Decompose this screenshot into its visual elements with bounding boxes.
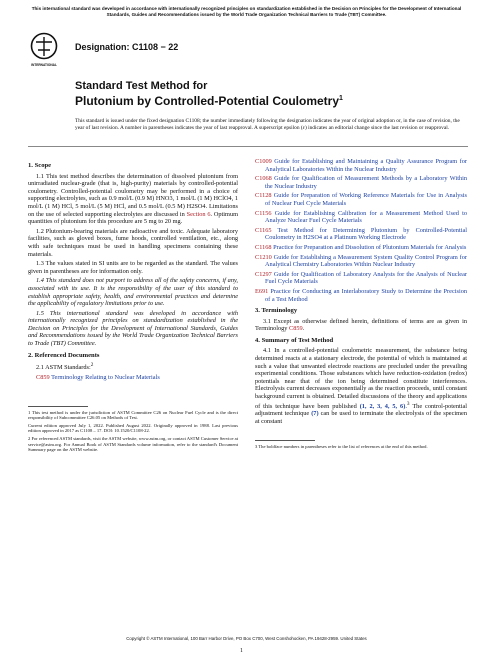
footnote-rule [28,406,88,407]
citation-ref-7[interactable]: (7) [311,410,319,418]
section-heading-scope: 1. Scope [28,162,52,169]
designation: Designation: C1108 − 22 [75,42,179,52]
footnote-rule-right [255,440,315,441]
footnote-2: 2 For referenced ASTM standards, visit the ASTM website, www.astm.org, or contact ASTM Customer Service at service@astm.org. For Annual Book of ASTM Standards volume information, refer to the standard's Document Summary page on the ASTM website. [28,435,238,453]
reference-list [255,158,467,303]
citation-refs[interactable]: (1, 2, 3, 4, 5, 6) [359,402,406,410]
para-2-1: 2.1 ASTM Standards:$^2$ [36,362,94,372]
page-number: 1 [240,648,243,654]
ref-item[interactable]: C1168 Practice for Preparation and Dissolution of Plutonium Materials for Analysis [255,243,467,251]
ref-item[interactable]: C1165 Test Method for Determining Plutonium by Controlled-Potential Coulometry in H2SO4 at a Platinum Working Electrode [255,226,467,242]
ref-item[interactable]: C1297 Guide for Qualification of Laboratory Analysts for the Analysis of Nuclear Fuel Cycle Materials [255,270,467,286]
title-footnote-mark: 1 [339,95,343,102]
astm-logo [30,32,58,72]
ref-item[interactable]: C1068 Guide for Qualification of Measurement Methods by a Laboratory Within the Nuclear Industry [255,175,467,190]
para-4-1: 4.1 In a controlled-potential coulometric measurement, the substance being determined reacts at a stationary electrode, the potential of which is maintained at such a value that unwanted electrode reactions are precluded under the prevailing experimental conditions. Those substances which have reduction-oxidation (redox) potentials near that of the ion being determined constitute interferences. Electrolysis current decreases exponentially as the reaction proceeds, until constant background current is obtained. Detailed discussions of the theory and applications of this technique have been published (1, 2, 3, 4, 5, 6).$^3$ The control-potential adjustment technique (7) can be used to terminate the electrolysis of the specimen at constant [255,347,468,425]
copyright-footer: Copyright © ASTM International, 100 Barr Harbor Drive, PO Box C700, West Conshohocken, PA 19428-2959. United States [126,636,367,641]
issue-note: This standard is issued under the fixed designation C1108; the number immediately following the designation indicates the year of original adoption or, in the case of revision, the year of last revision. A number in parentheses indicates the year of last reapproval. A superscript epsilon (ε) indicates an editorial change since the last revision or reapproval. [75,118,460,131]
ref-item[interactable]: C1128 Guide for Preparation of Working Reference Materials for Use in Analysis of Nuclear Fuel Cycle Materials [255,192,468,207]
section-heading-terminology: 3. Terminology [255,307,298,315]
para-1-2: 1.2 Plutonium-bearing materials are radioactive and toxic. Adequate laboratory facilities, such as gloved boxes, fume hoods, controlled ventilation, etc., along with safe techniques must be used in handling specimens containing these materials. [28,227,238,258]
section-heading-summary: 4. Summary of Test Method [255,336,334,344]
svg-text:INTERNATIONAL: INTERNATIONAL [31,63,57,67]
para-1-5: 1.5 This international standard was developed in accordance with internationally recognized principles on standardization established in the Decision on Principles for the Development of International Standards, Guides and Recommendations issued by the World Trade Organization Technical Barriers to Trade (TBT) Committee. [28,309,238,348]
para-1-1: 1.1 This test method describes the determination of dissolved plutonium from unirradiated nuclear-grade (that is, high-purity) materials by controlled-potential coulometry. Controlled-potential coulometry may be performed in a choice of supporting electrolytes, such as 0.9 mol/L (0.9 M) HNO3, 1 mol/L (1 M) HClO4, 1 mol/L (1 M) HCl, 5 mol/L (5 M) HCl, and 0.5 mol/L (0.5 M) H2SO4. Limitations on the use of selected supporting electrolytes are discussed in Section 6. Optimum quantities of plutonium for this procedure are 5 mg to 20 mg. [28,172,238,226]
ref-item[interactable]: C1009 Guide for Establishing and Maintaining a Quality Assurance Program for Analytical Laboratories Within the Nuclear Industry [255,158,468,173]
ref-item[interactable]: E691 Practice for Conducting an Interlaboratory Study to Determine the Precision of a Test Method [255,287,467,303]
right-column [255,158,467,451]
footnote-1b: Current edition approved July 1, 2022. Published August 2022. Originally approved in 1988. Last previous edition approved in 2017 as C1108 – 17. DOI: 10.1520/C1108-22. [28,422,238,434]
title-text: Plutonium by Controlled-Potential Coulometry [75,94,339,108]
footnote-3: 3 The boldface numbers in parentheses refer to the list of references at the end of this method. [255,443,428,449]
ref-item[interactable]: C859 Terminology Relating to Nuclear Materials [36,373,160,381]
link-c859[interactable]: C859 [289,325,303,333]
footnote-1: 1 This test method is under the jurisdiction of ASTM Committee C26 on Nuclear Fuel Cycle and is the direct responsibility of Subcommittee C26.05 on Methods of Test. [28,409,238,421]
left-column [28,158,238,455]
ref-item[interactable]: C1156 Guide for Establishing Calibration for a Measurement Method Used to Analyze Nuclear Fuel Cycle Materials [255,209,467,225]
ref-item[interactable]: C1210 Guide for Establishing a Measurement System Quality Control Program for Analytical Chemistry Laboratories Within Nuclear Industry [255,253,467,269]
divider [28,146,468,147]
para-3-1: 3.1 Except as otherwise defined herein, definitions of terms are as given in Terminology C859. [255,317,467,333]
para-1-4: 1.4 This standard does not purport to address all of the safety concerns, if any, associated with its use. It is the responsibility of the user of this standard to establish appropriate safety, health, and environmental practices and determine the applicability of regulatory limitations prior to use. [28,277,238,308]
link-section-6[interactable]: Section 6 [186,210,211,218]
para-1-3: 1.3 The values stated in SI units are to be regarded as the standard. The values given in parentheses are for information only. [28,260,238,275]
title-line-1: Standard Test Method for [75,80,208,92]
preamble-notice: This international standard was developed in accordance with internationally recognized principles on standardization established in the Decision on Principles for the Development of International Standards, Guides and Recommendations issued by the World Trade Organization Technical Barriers to Trade (TBT) Committee. [31,6,462,17]
section-heading-referenced-documents: 2. Referenced Documents [28,351,100,359]
title-line-2 [75,94,343,108]
